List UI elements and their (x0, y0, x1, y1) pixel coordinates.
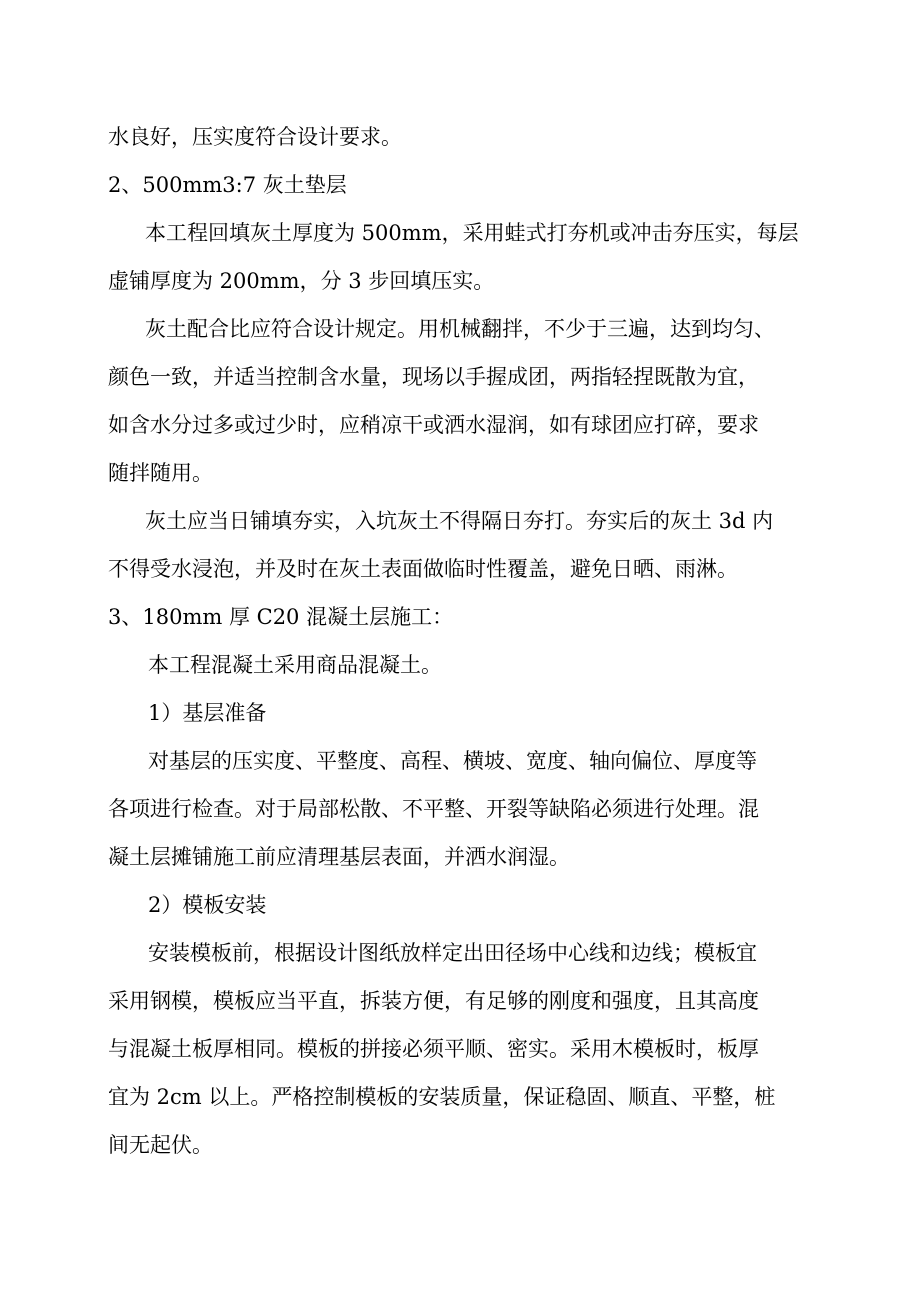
subsection-heading: 2）模板安装 (148, 893, 267, 917)
text-line: 安装模板前，根据设计图纸放样定出田径场中心线和边线；模板宜 (148, 941, 757, 965)
text-line: 随拌随用。 (108, 461, 213, 485)
text-line: 灰土配合比应符合设计规定。用机械翻拌，不少于三遍，达到均匀、 (145, 317, 775, 341)
text-line: 不得受水浸泡，并及时在灰土表面做临时性覆盖，避免日晒、雨淋。 (108, 557, 738, 581)
section-heading: 3、180mm 厚 C20 混凝土层施工： (108, 605, 454, 629)
text-line: 水良好，压实度符合设计要求。 (108, 125, 402, 149)
text-line: 颜色一致，并适当控制含水量，现场以手握成团，两指轻捏既散为宜， (108, 365, 759, 389)
text-line: 与混凝土板厚相同。模板的拼接必须平顺、密实。采用木模板时，板厚 (108, 1037, 759, 1061)
text-line: 本工程混凝土采用商品混凝土。 (148, 653, 442, 677)
text-line: 如含水分过多或过少时，应稍凉干或洒水湿润，如有球团应打碎，要求 (108, 413, 759, 437)
text-line: 间无起伏。 (108, 1133, 213, 1157)
text-line: 本工程回填灰土厚度为 500mm，采用蛙式打夯机或冲击夯压实，每层 (145, 221, 799, 245)
text-line: 各项进行检查。对于局部松散、不平整、开裂等缺陷必须进行处理。混 (108, 797, 759, 821)
text-line: 凝土层摊铺施工前应清理基层表面，并洒水润湿。 (108, 845, 570, 869)
text-line: 采用钢模，模板应当平直，拆装方便，有足够的刚度和强度，且其高度 (108, 989, 759, 1013)
text-line: 宜为 2cm 以上。严格控制模板的安装质量，保证稳固、顺直、平整，桩 (108, 1085, 776, 1109)
text-line: 虚铺厚度为 200mm，分 3 步回填压实。 (108, 269, 495, 293)
section-heading: 2、500mm3:7 灰土垫层 (108, 173, 347, 197)
subsection-heading: 1）基层准备 (148, 701, 267, 725)
text-line: 对基层的压实度、平整度、高程、横坡、宽度、轴向偏位、厚度等 (148, 749, 757, 773)
text-line: 灰土应当日铺填夯实，入坑灰土不得隔日夯打。夯实后的灰土 3d 内 (145, 509, 774, 533)
